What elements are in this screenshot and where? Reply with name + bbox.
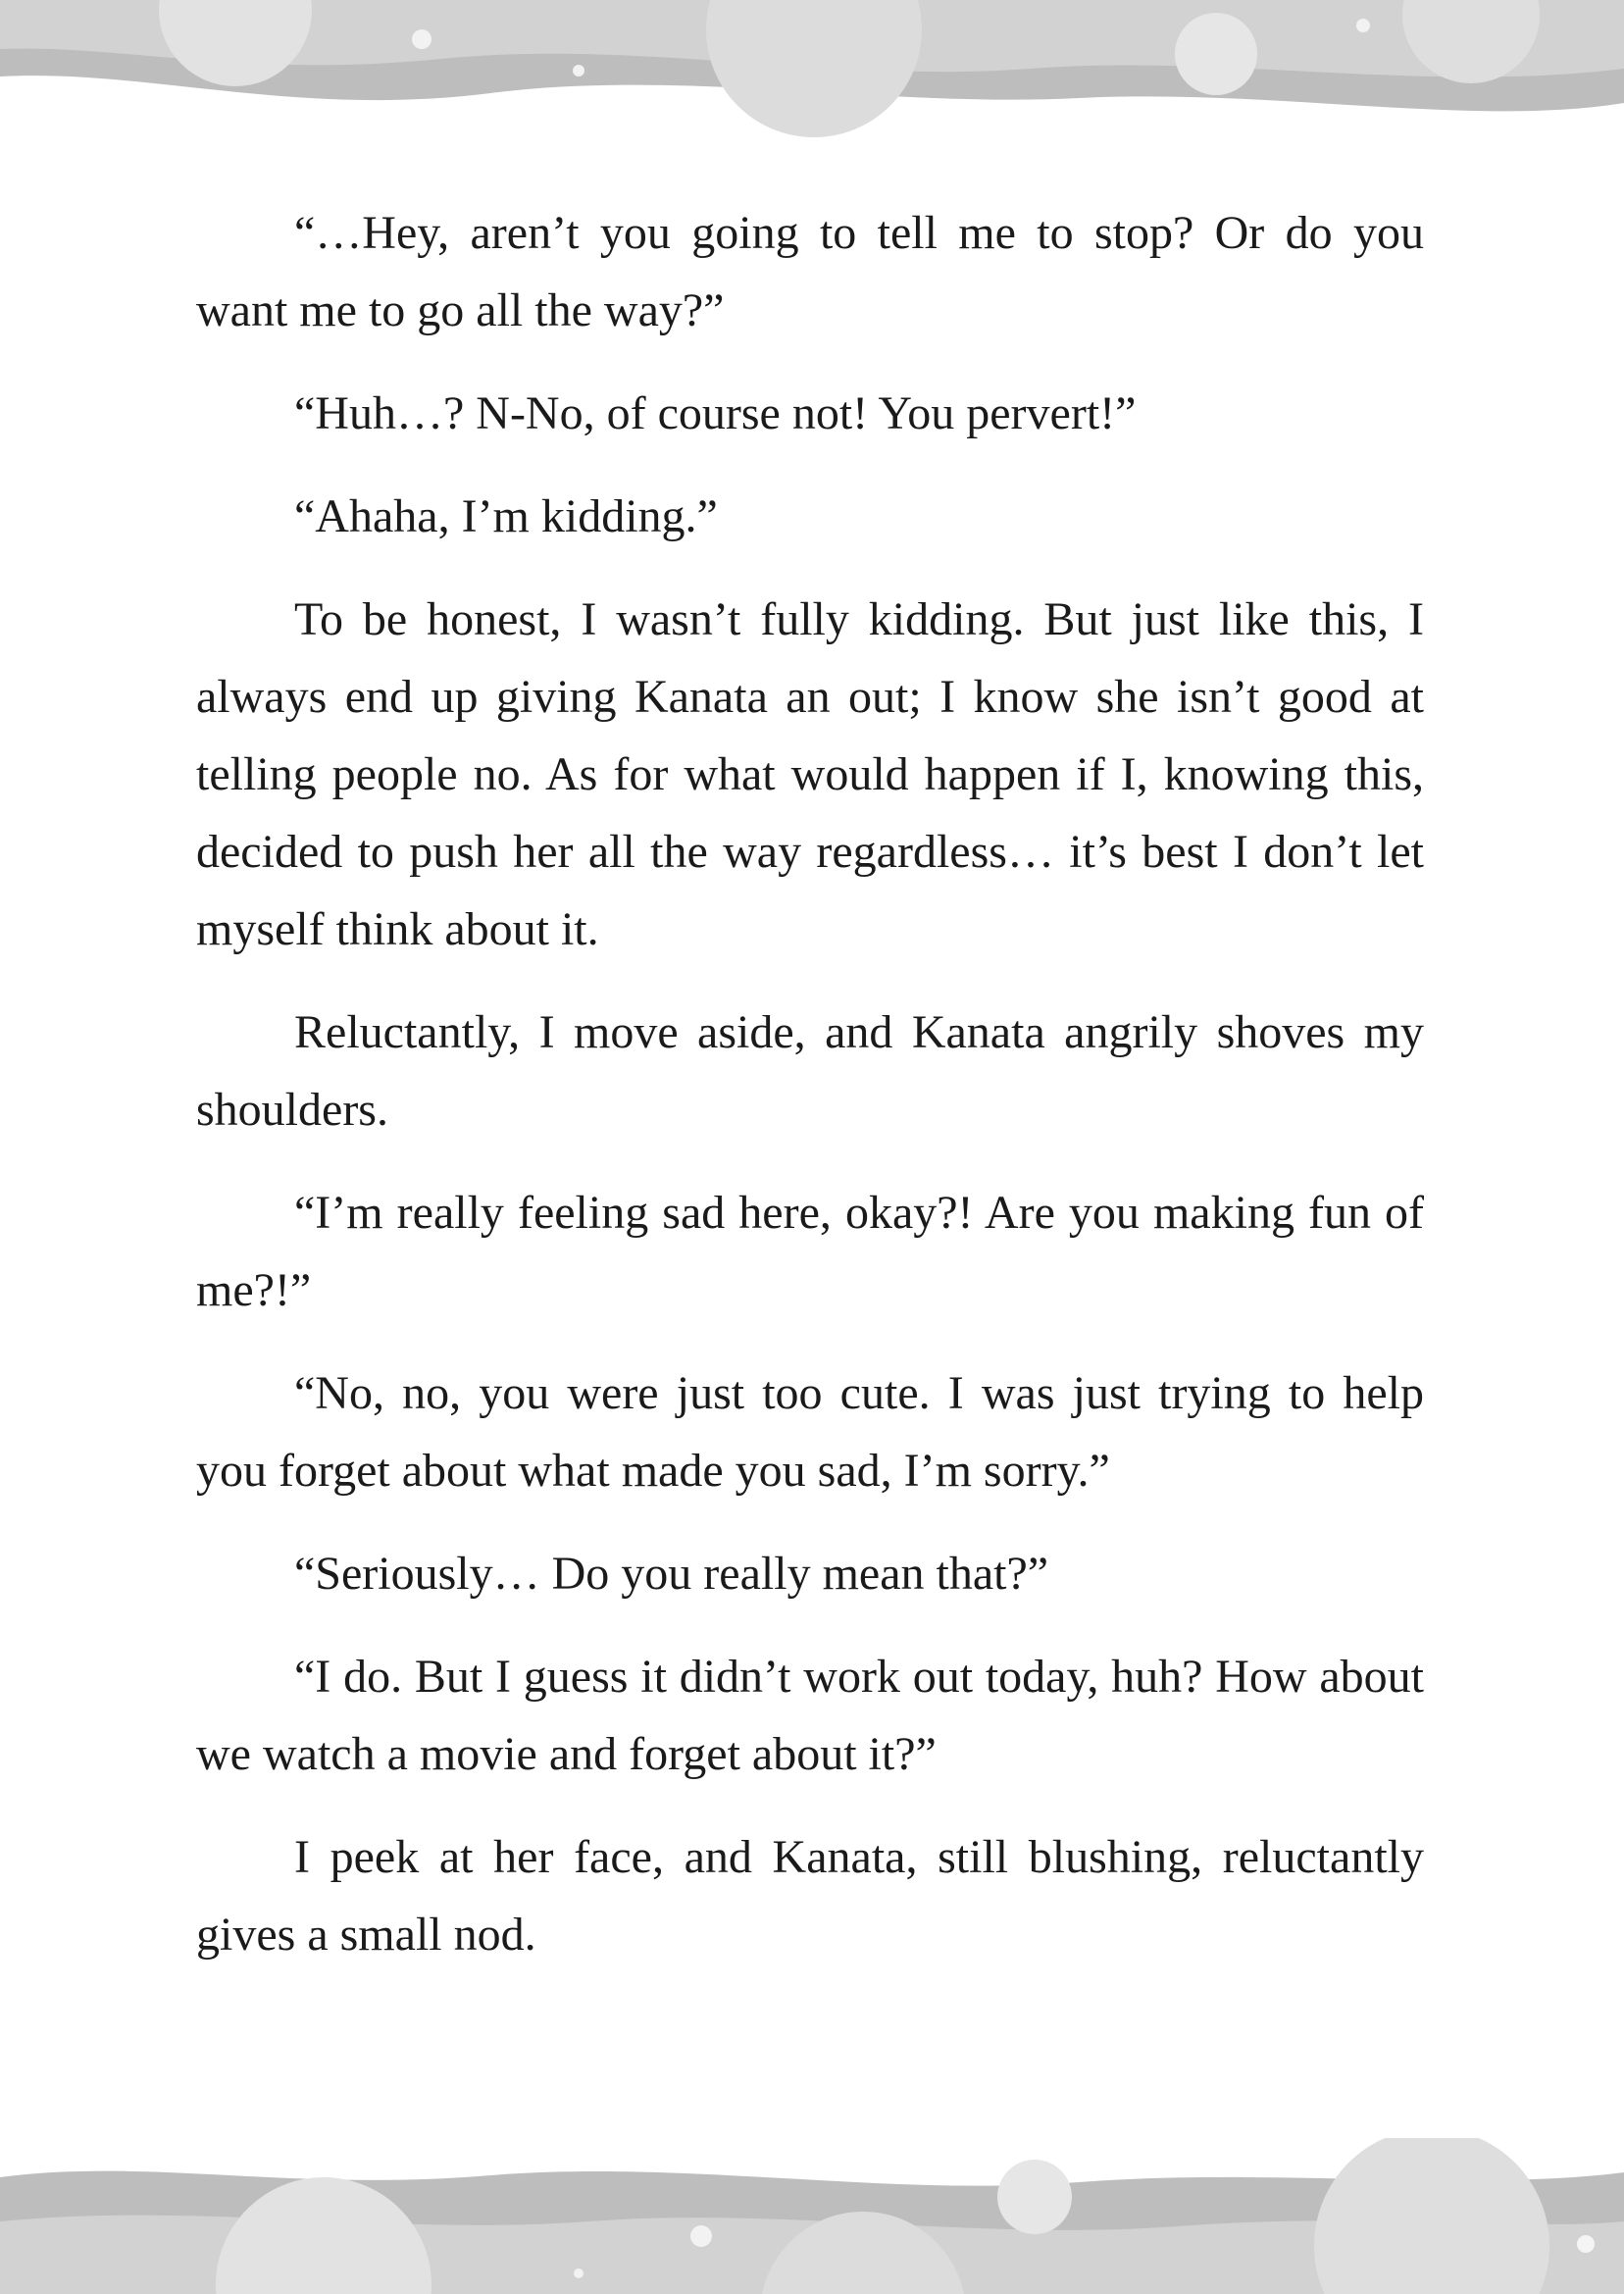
bubble-shape xyxy=(1314,2138,1549,2294)
bubble-shape xyxy=(1577,2235,1595,2253)
paragraph: “I do. But I guess it didn’t work out today, huh? How about we watch a movie and forget about it?” xyxy=(196,1651,1424,1780)
top-decorative-band xyxy=(0,0,1624,137)
bubble-shape xyxy=(412,29,431,49)
bubble-shape xyxy=(690,2225,712,2247)
bubble-shape xyxy=(1356,19,1370,32)
bubble-shape xyxy=(573,65,584,76)
text-column xyxy=(196,194,1424,1999)
paragraph: “I’m really feeling sad here, okay?! Are you making fun of me?!” xyxy=(196,1187,1424,1316)
paragraph: To be honest, I wasn’t fully kidding. But just like this, I always end up giving Kanata an out; I know she isn’t good at telling people no. As for what would happen if I, knowing this, decided to push her all the way regardless… it’s best I don’t let myself think about it. xyxy=(196,593,1424,955)
paragraph: “…Hey, aren’t you going to tell me to stop? Or do you want me to go all the way?” xyxy=(196,207,1424,336)
paragraph: I peek at her face, and Kanata, still blushing, reluctantly gives a small nod. xyxy=(196,1831,1424,1961)
paragraph: “Seriously… Do you really mean that?” xyxy=(294,1548,1049,1600)
bubble-shape xyxy=(706,0,922,137)
paragraph: “Huh…? N-No, of course not! You pervert!” xyxy=(294,387,1137,439)
bubble-shape xyxy=(574,2269,584,2278)
bubble-shape xyxy=(1175,13,1257,95)
paragraph: Reluctantly, I move aside, and Kanata angrily shoves my shoulders. xyxy=(196,1006,1424,1136)
bubble-shape xyxy=(997,2160,1072,2234)
paragraph: “No, no, you were just too cute. I was just trying to help you forget about what made you sad, I’m sorry.” xyxy=(196,1367,1424,1497)
paragraph: “Ahaha, I’m kidding.” xyxy=(294,490,718,542)
bottom-decorative-band xyxy=(0,2138,1624,2294)
